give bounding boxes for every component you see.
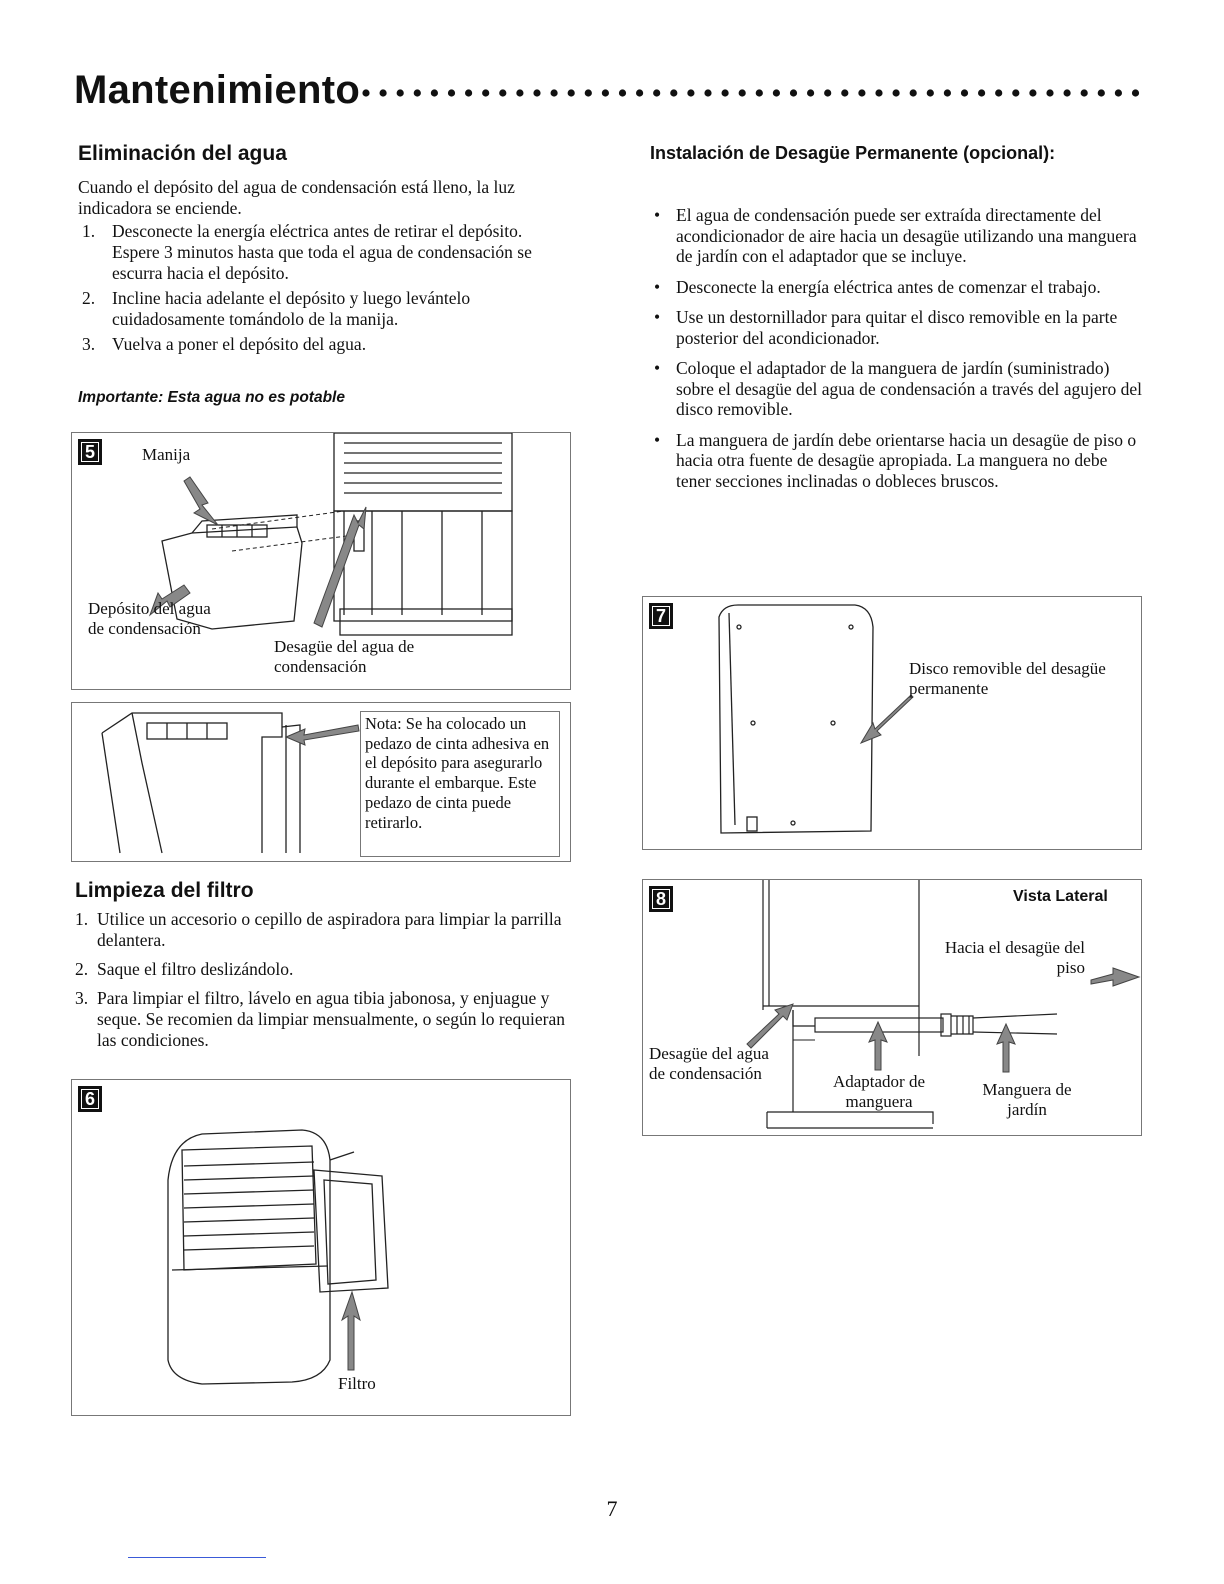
filter-removal-illustration	[72, 1080, 571, 1416]
handle-label: Manija	[142, 445, 191, 464]
section-heading-filter: Limpieza del filtro	[75, 879, 254, 902]
water-intro: Cuando el depósito del agua de condensación está lleno, la luz indicadora se enciende.	[78, 177, 515, 218]
figure-5	[71, 432, 571, 690]
list-item: 3. Para limpiar el filtro, lávelo en agua tibia jabonosa, y enjuague y seque. Se recomien da limpiar mensualmente, o según lo requieran las condiciones.	[75, 988, 565, 1050]
figure-number-7: 7	[649, 603, 673, 629]
hose-adapter-label: Adaptador de manguera	[832, 1072, 926, 1111]
figure-number-6: 6	[78, 1086, 102, 1112]
water-steps	[78, 221, 568, 355]
list-item: • Desconecte la energía eléctrica antes de comenzar el trabajo.	[650, 277, 1142, 298]
list-item: 1. Desconecte la energía eléctrica antes de retirar el depósito. Espere 3 minutos hasta que toda el agua de condensación se escurra hacia el depósito.	[82, 221, 532, 283]
figure-7	[642, 596, 1142, 850]
list-item: 2. Incline hacia adelante el depósito y luego levántelo cuidadosamente tomándolo de la manija.	[82, 288, 471, 329]
figure-number-5: 5	[78, 439, 102, 465]
figure-number-8: 8	[649, 886, 673, 912]
title-dot-leader	[360, 86, 1140, 100]
list-item: • Coloque el adaptador de la manguera de jardín (suministrado) sobre el desagüe del agua de condensación a través del agujero del disco removible.	[650, 358, 1142, 420]
disc-label: Disco removible del desagüe permanente	[909, 659, 1106, 698]
important-note: Importante: Esta agua no es potable	[78, 389, 345, 406]
list-item: 3. Vuelva a poner el depósito del agua.	[82, 334, 367, 354]
filter-label: Filtro	[338, 1374, 376, 1393]
list-item: • El agua de condensación puede ser extraída directamente del acondicionador de aire hacia un desagüe utilizando una manguera de jardín con el adaptador que se incluye.	[650, 205, 1142, 267]
page-title: Mantenimiento	[74, 68, 361, 112]
condensate-drain-label: Desagüe del agua de condensación	[649, 1044, 769, 1083]
list-item: • La manguera de jardín debe orientarse hacia un desagüe de piso o hacia otra fuente de desagüe apropiada. La manguera no debe tener secciones inclinadas o dobleces bruscos.	[650, 430, 1142, 492]
note-figure	[71, 702, 571, 862]
footer-divider	[128, 1557, 266, 1558]
tank-label: Depósito del agua de condensación	[88, 599, 211, 638]
list-item: 2. Saque el filtro deslizándolo.	[75, 959, 294, 979]
figure-8	[642, 879, 1142, 1136]
filter-steps	[75, 909, 570, 1051]
rear-panel-illustration	[643, 597, 1142, 850]
page-number: 7	[606, 1496, 618, 1521]
drain-instructions	[650, 205, 1142, 491]
section-heading-drain: Instalación de Desagüe Permanente (opcional):	[650, 143, 1056, 163]
section-heading-water: Eliminación del agua	[78, 142, 287, 165]
floor-drain-label: Hacia el desagüe del piso	[944, 938, 1085, 977]
view-label: Vista Lateral	[1013, 888, 1108, 905]
drain-label: Desagüe del agua de condensación	[274, 637, 415, 676]
list-item: • Use un destornillador para quitar el disco removible en la parte posterior del acondicionador.	[650, 307, 1142, 348]
list-item: 1. Utilice un accesorio o cepillo de aspiradora para limpiar la parrilla delantera.	[75, 909, 562, 950]
figure-6	[71, 1079, 571, 1416]
garden-hose-label: Manguera de jardín	[982, 1080, 1072, 1119]
tape-note: Nota: Se ha colocado un pedazo de cinta adhesiva en el depósito para asegurarlo durante el embarque. Este pedazo de cinta puede retirarlo.	[360, 711, 560, 857]
